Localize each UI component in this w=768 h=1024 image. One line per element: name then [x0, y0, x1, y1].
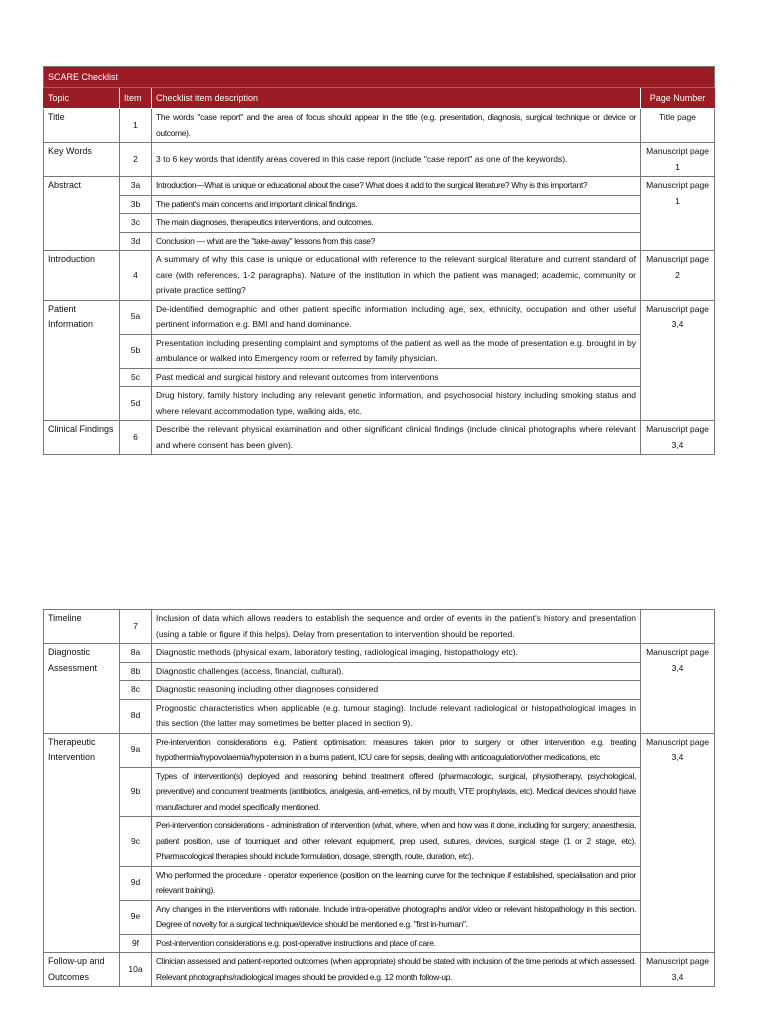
page-cell: Manuscript page 3,4 — [641, 953, 715, 987]
table-title: SCARE Checklist — [44, 67, 715, 88]
item-cell: 6 — [120, 421, 152, 455]
table-row-therapeutic-9c — [44, 817, 715, 867]
topic-cell: Introduction — [44, 251, 120, 301]
description-cell: Diagnostic reasoning including other diagnoses considered — [152, 681, 641, 700]
page-cell: Manuscript page 1 — [641, 143, 715, 177]
scare-checklist-table-part1 — [43, 66, 715, 455]
table-row-patient-5a — [44, 300, 715, 334]
page-cell: Manuscript page 3,4 — [641, 300, 715, 421]
item-cell: 3a — [120, 177, 152, 196]
item-cell: 9b — [120, 767, 152, 817]
item-cell: 9a — [120, 733, 152, 767]
topic-cell: Patient Information — [44, 300, 120, 421]
table-row-therapeutic-9e — [44, 900, 715, 934]
description-cell: Conclusion — what are the "take-away" lessons from this case? — [152, 232, 641, 251]
topic-cell: Timeline — [44, 610, 120, 644]
table-row-abstract-3b — [44, 195, 715, 214]
description-cell: De-identified demographic and other patient specific information including age, sex, ethnicity, occupation and other useful pertinent information e.g. BMI and hand dominance. — [152, 300, 641, 334]
description-cell: The patient's main concerns and important clinical findings. — [152, 195, 641, 214]
description-cell: Pre-intervention considerations e.g. Patient optimisation: measures taken prior to surgery or other intervention e.g. treating hypothermia/hypovolaemia/hypotension in a burns patient, ICU care for sepsis, dealing with anticoagulation/other medications, etc — [152, 733, 641, 767]
description-cell: 3 to 6 key words that identify areas covered in this case report (include "case report" as one of the keywords). — [152, 143, 641, 177]
table-row-abstract-3a — [44, 177, 715, 196]
description-cell: Past medical and surgical history and relevant outcomes from interventions — [152, 368, 641, 387]
page-cell: Manuscript page 3,4 — [641, 733, 715, 953]
description-cell: Drug history, family history including any relevant genetic information, and psychosocial history including smoking status and where relevant accommodation type, walking aids, etc. — [152, 387, 641, 421]
table-row-keywords — [44, 143, 715, 177]
item-cell: 3b — [120, 195, 152, 214]
table-row-patient-5b — [44, 334, 715, 368]
topic-cell: Therapeutic Intervention — [44, 733, 120, 953]
page-cell: Manuscript page 2 — [641, 251, 715, 301]
item-cell: 5d — [120, 387, 152, 421]
header-item: Item — [120, 88, 152, 109]
header-row — [44, 88, 715, 109]
description-cell: The main diagnoses, therapeutics interventions, and outcomes. — [152, 214, 641, 233]
page-cell: Title page — [641, 109, 715, 143]
item-cell: 5b — [120, 334, 152, 368]
item-cell: 8a — [120, 644, 152, 663]
item-cell: 3d — [120, 232, 152, 251]
item-cell: 7 — [120, 610, 152, 644]
topic-cell: Follow-up and Outcomes — [44, 953, 120, 987]
table-row-therapeutic-9f — [44, 934, 715, 953]
header-page-number: Page Number — [641, 88, 715, 109]
description-cell: The words "case report" and the area of focus should appear in the title (e.g. presentation, diagnosis, surgical technique or device or outcome). — [152, 109, 641, 143]
table-row-timeline — [44, 610, 715, 644]
header-topic: Topic — [44, 88, 120, 109]
description-cell: Diagnostic challenges (access, financial, cultural). — [152, 662, 641, 681]
table-row-therapeutic-9a — [44, 733, 715, 767]
page-cell: Manuscript page 3,4 — [641, 421, 715, 455]
table-row-patient-5d — [44, 387, 715, 421]
item-cell: 8b — [120, 662, 152, 681]
item-cell: 3c — [120, 214, 152, 233]
description-cell: Describe the relevant physical examination and other significant clinical findings (include clinical photographs where relevant and where consent has been given). — [152, 421, 641, 455]
table-row-clinical — [44, 421, 715, 455]
description-cell: A summary of why this case is unique or educational with reference to the relevant surgical literature and current standard of care (with references, 1-2 paragraphs). Nature of the institution in which the patient was managed; academic, community or private practice setting? — [152, 251, 641, 301]
description-cell: Inclusion of data which allows readers to establish the sequence and order of events in the patient's history and presentation (using a table or figure if this helps). Delay from presentation to intervention should be reported. — [152, 610, 641, 644]
description-cell: Post-intervention considerations e.g. post-operative instructions and place of care. — [152, 934, 641, 953]
item-cell: 5a — [120, 300, 152, 334]
item-cell: 9e — [120, 900, 152, 934]
item-cell: 4 — [120, 251, 152, 301]
table-row-introduction — [44, 251, 715, 301]
description-cell: Diagnostic methods (physical exam, laboratory testing, radiological imaging, histopathology etc). — [152, 644, 641, 663]
description-cell: Presentation including presenting complaint and symptoms of the patient as well as the mode of presentation e.g. brought in by ambulance or walked into Emergency room or referred by family physician. — [152, 334, 641, 368]
topic-cell: Diagnostic Assessment — [44, 644, 120, 734]
table-row-followup — [44, 953, 715, 987]
item-cell: 9c — [120, 817, 152, 867]
description-cell: Clinician assessed and patient-reported outcomes (when appropriate) should be stated with inclusion of the time periods at which assessed. Relevant photographs/radiological images should be provided e.g. 12 month follow-up. — [152, 953, 641, 987]
description-cell: Peri-intervention considerations - administration of intervention (what, where, when and how was it done, including for surgery; anaesthesia, patient position, use of tourniquet and other relevant equipment, prep used, sutures, devices, surgical stage (1 or 2 stage, etc). Pharmacological therapies should include formulation, dosage, strength, route, duration, etc). — [152, 817, 641, 867]
scare-checklist-table-part2 — [43, 609, 715, 987]
table-row-diagnostic-8c — [44, 681, 715, 700]
table-row-therapeutic-9b — [44, 767, 715, 817]
item-cell: 1 — [120, 109, 152, 143]
item-cell: 8d — [120, 699, 152, 733]
table-row-diagnostic-8b — [44, 662, 715, 681]
topic-cell: Title — [44, 109, 120, 143]
table-row-abstract-3d — [44, 232, 715, 251]
table-row-diagnostic-8d — [44, 699, 715, 733]
page-cell — [641, 610, 715, 644]
table-row-title — [44, 109, 715, 143]
item-cell: 8c — [120, 681, 152, 700]
item-cell: 9d — [120, 866, 152, 900]
description-cell: Introduction—What is unique or educational about the case? What does it add to the surgical literature? Why is this important? — [152, 177, 641, 196]
table-row-therapeutic-9d — [44, 866, 715, 900]
item-cell: 9f — [120, 934, 152, 953]
description-cell: Types of intervention(s) deployed and reasoning behind treatment offered (pharmacologic, surgical, physiotherapy, psychological, preventive) and concurrent treatments (antibiotics, analgesia, anti-emetics, nil by mouth, VTE prophylaxis, etc). Medical devices should have manufacturer and model specifically mentioned. — [152, 767, 641, 817]
description-cell: Any changes in the interventions with rationale. Include intra-operative photographs and/or video or relevant histopathology in this section. Degree of novelty for a surgical technique/device should be mentioned e.g. "first in-human". — [152, 900, 641, 934]
page-cell: Manuscript page 3,4 — [641, 644, 715, 734]
table-title-row — [44, 67, 715, 88]
header-description: Checklist item description — [152, 88, 641, 109]
item-cell: 10a — [120, 953, 152, 987]
topic-cell: Clinical Findings — [44, 421, 120, 455]
item-cell: 5c — [120, 368, 152, 387]
page-cell: Manuscript page 1 — [641, 177, 715, 251]
table-row-patient-5c — [44, 368, 715, 387]
description-cell: Who performed the procedure - operator experience (position on the learning curve for the technique if established, specialisation and prior relevant training). — [152, 866, 641, 900]
table-row-abstract-3c — [44, 214, 715, 233]
topic-cell: Abstract — [44, 177, 120, 251]
item-cell: 2 — [120, 143, 152, 177]
description-cell: Prognostic characteristics when applicable (e.g. tumour staging). Include relevant radiological or histopathological images in this section (the latter may sometimes be better placed in section 9). — [152, 699, 641, 733]
table-row-diagnostic-8a — [44, 644, 715, 663]
topic-cell: Key Words — [44, 143, 120, 177]
